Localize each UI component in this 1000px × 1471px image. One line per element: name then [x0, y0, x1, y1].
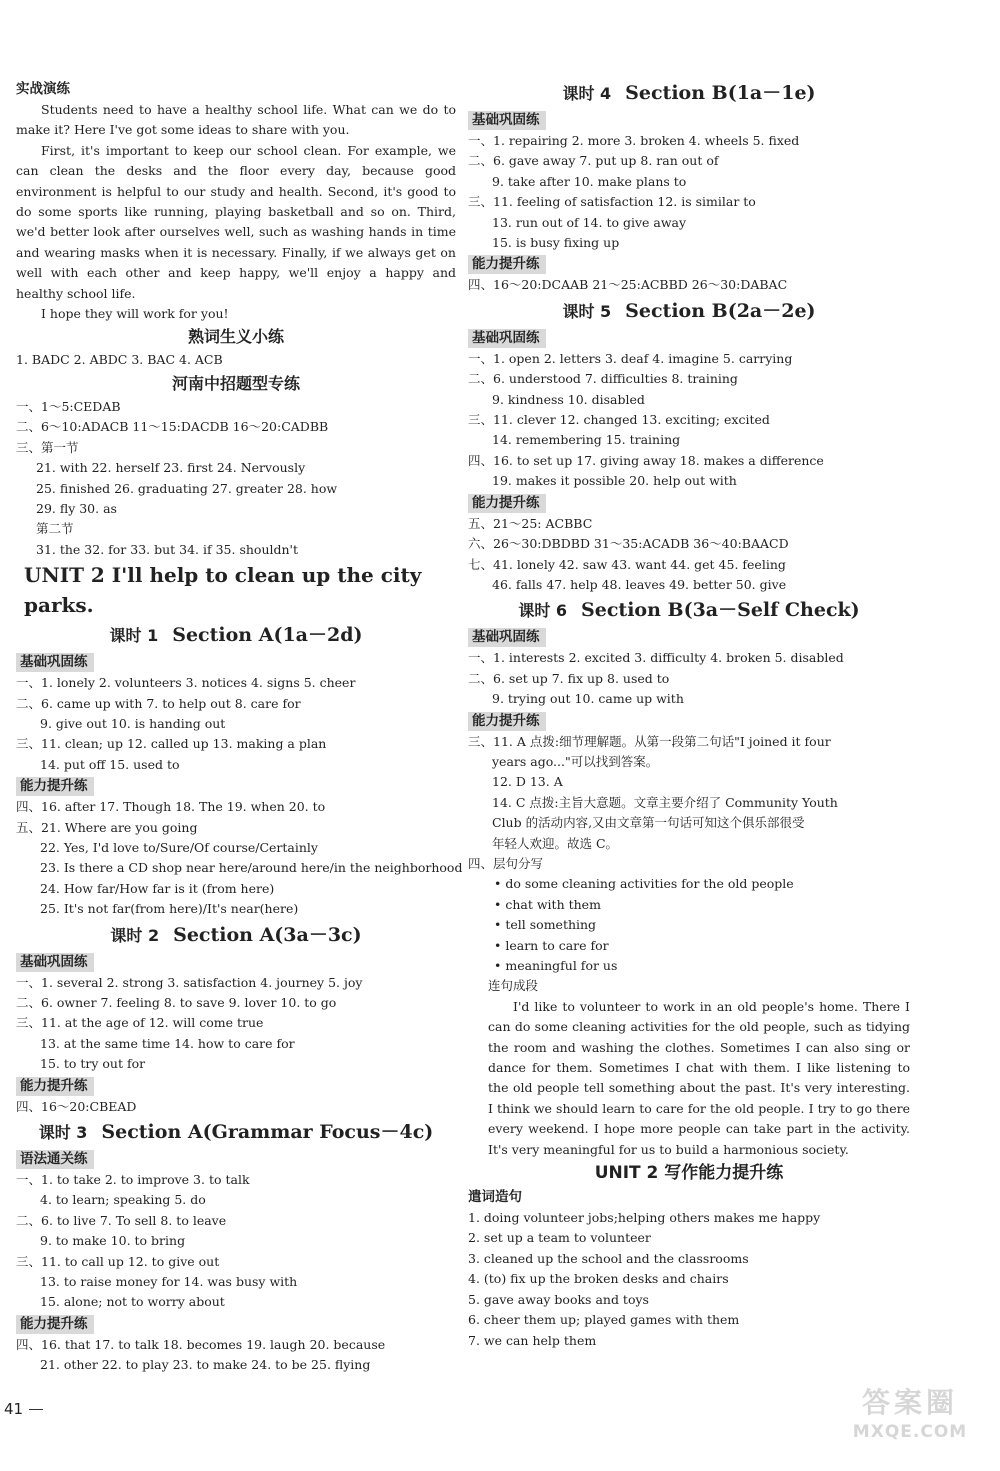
answer-line: 5. gave away books and toys: [468, 1291, 649, 1307]
answer-line: 三、11. A 点拨:细节理解题。从第一段第二句话"I joined it four: [468, 733, 831, 749]
writing-section-title: UNIT 2 写作能力提升练: [594, 1163, 784, 1184]
answer-line: 一、1. repairing 2. more 3. broken 4. wheels 5. fixed: [468, 133, 800, 148]
bullet-item: [468, 915, 910, 935]
essay-paragraph: Students need to have a healthy school life. What can we do to make it? Here I've got some ideas to share with you.: [16, 102, 456, 138]
answer-line: 四、16. after 17. Though 18. The 19. when 20. to: [16, 799, 326, 815]
answer-line: 七、41. lonely 42. saw 43. want 44. get 45. feeling: [468, 556, 786, 572]
answer-line: 13. to raise money for 14. was busy with: [40, 1274, 298, 1290]
bullet-item: [468, 874, 910, 894]
bullet-item: [468, 956, 910, 976]
answer-line: 14. C 点拨:主旨大意题。文章主要介绍了 Community Youth: [492, 794, 838, 810]
answer-line: 一、1. interests 2. excited 3. difficulty 4. broken 5. disabled: [468, 650, 844, 666]
answer-line: 15. alone; not to worry about: [40, 1294, 225, 1310]
answer-line: 四、16. that 17. to talk 18. becomes 19. laugh 20. because: [16, 1336, 386, 1352]
sample-paragraph: I'd like to volunteer to work in an old people's home. There I can do some cleaning activities for the old people, such as tidying the room and washing the clothes. Sometimes I can also sing or dance for them. Sometimes I chat with them. I like listening to the old people tell something about the past. It's very interesting. I think we should learn to care for the old people. I try to go there every weekend. I hope more people can take part in the activity. It's very meaningful for us to build a harmonious society.: [488, 998, 910, 1157]
answer-line: 四、16～20:CBEAD: [16, 1098, 137, 1114]
answer-line: 三、第一节: [16, 439, 79, 455]
answer-line: 4. (to) fix up the broken desks and chairs: [468, 1271, 729, 1287]
henan-section-title: 河南中招题型专练: [171, 373, 300, 393]
answer-line: 25. It's not far(from here)/It's near(here): [40, 901, 299, 917]
bullet-icon: •: [494, 896, 506, 912]
bullet-text: learn to care for: [505, 937, 609, 953]
lesson-section: Section A(Grammar Focus－4c): [101, 1121, 434, 1144]
watermark: [830, 1385, 990, 1443]
section-label: 能力提升练: [16, 777, 94, 796]
answer-line: 19. makes it possible 20. help out with: [492, 473, 737, 489]
lesson-number: 课时 2: [110, 925, 160, 945]
answer-line: 9. kindness 10. disabled: [492, 391, 645, 407]
layer-writing-label: 四、层句分写: [468, 855, 544, 871]
subsection-label: 第二节: [36, 521, 74, 537]
lesson-section: Section B(3a－Self Check): [581, 599, 860, 622]
section-label: 基础巩固练: [16, 953, 94, 972]
section-label: 基础巩固练: [468, 628, 546, 647]
section-label: 基础巩固练: [468, 329, 546, 348]
answer-line: 四、16. to set up 17. giving away 18. makes a difference: [468, 452, 824, 468]
answer-line: 23. Is there a CD shop near here/around here/in the neighborhood: [40, 860, 463, 876]
lesson-number: 课时 3: [38, 1123, 88, 1143]
bullet-text: chat with them: [505, 896, 601, 912]
section-label: 语法通关练: [16, 1150, 94, 1169]
lesson-title: [16, 1117, 456, 1148]
answer-line: 46. falls 47. help 48. leaves 49. better 50. give: [492, 576, 787, 592]
answer-line: 15. is busy fixing up: [492, 235, 620, 251]
answer-line: 三、11. to call up 12. to give out: [16, 1253, 220, 1269]
answer-line: 14. put off 15. used to: [40, 756, 180, 772]
answer-line: 五、21. Where are you going: [16, 819, 198, 835]
right-column: [468, 78, 910, 1351]
unit-title: UNIT 2 I'll help to clean up the city parks.: [24, 563, 422, 618]
section-label: 能力提升练: [468, 712, 546, 731]
answer-line: 4. to learn; speaking 5. do: [40, 1192, 206, 1208]
answer-line: 年轻人欢迎。故选 C。: [492, 835, 619, 851]
answer-line: 9. to make 10. to bring: [40, 1233, 186, 1249]
lesson-section: Section B(1a－1e): [625, 82, 816, 104]
answer-line: years ago..."可以找到答案。: [492, 753, 659, 769]
answer-line: 12. D 13. A: [492, 774, 563, 790]
lesson-title: [468, 595, 910, 626]
watermark-logo: 答案圈: [861, 1386, 958, 1419]
answer-line: 二、6. to live 7. To sell 8. to leave: [16, 1212, 227, 1228]
answer-line: 六、26～30:DBDBD 31～35:ACADB 36～40:BAACD: [468, 536, 789, 552]
answer-line: 25. finished 26. graduating 27. greater 28. how: [36, 480, 338, 496]
answer-line: 6. cheer them up; played games with them: [468, 1312, 740, 1328]
lesson-title: [16, 620, 456, 651]
answer-line: 二、6. understood 7. difficulties 8. training: [468, 371, 738, 387]
lesson-number: 课时 1: [109, 626, 159, 646]
answer-line: 一、1. open 2. letters 3. deaf 4. imagine 5. carrying: [468, 350, 793, 366]
section-label: 基础巩固练: [16, 653, 94, 672]
lesson-number: 课时 5: [562, 301, 612, 321]
section-label: 能力提升练: [16, 1077, 94, 1096]
answer-line: 五、21～25: ACBBC: [468, 515, 593, 531]
bullet-icon: •: [494, 937, 506, 953]
practice-heading: 实战演练: [16, 81, 70, 97]
essay-paragraph: First, it's important to keep our school clean. For example, we can clean the desks and the floor every day, because good environment is helpful to our study and health. Second, it's good to do some sports like running, playing basketball and so on. Third, we'd better look after ourselves well, such as washing hands in time and wearing masks when it is necessary. Finally, if we always get on well with each other and keep happy, we'll enjoy a happy and healthy school life.: [16, 142, 456, 301]
answer-line: 9. give out 10. is handing out: [40, 715, 226, 731]
section-label: 能力提升练: [468, 255, 546, 274]
answer-line: 9. take after 10. make plans to: [492, 173, 687, 189]
answer-line: 3. cleaned up the school and the classrooms: [468, 1250, 749, 1266]
lesson-section: Section B(2a－2e): [625, 299, 816, 322]
vocab-section-title: 熟词生义小练: [187, 327, 284, 347]
answer-line: 2. set up a team to volunteer: [468, 1230, 651, 1246]
answer-line: 15. to try out for: [40, 1056, 146, 1072]
answer-line: 三、11. feeling of satisfaction 12. is similar to: [468, 194, 756, 210]
answer-line: 13. run out of 14. to give away: [492, 214, 687, 230]
answer-line: 1. doing volunteer jobs;helping others makes me happy: [468, 1210, 821, 1226]
bullet-icon: •: [494, 876, 506, 892]
answer-line: 三、11. at the age of 12. will come true: [16, 1015, 264, 1031]
answer-line: 二、6. came up with 7. to help out 8. care for: [16, 695, 301, 711]
answer-line: Club 的活动内容,又由文章第一句话可知这个俱乐部很受: [492, 815, 805, 831]
answer-line: 四、16～20:DCAAB 21～25:ACBBD 26～30:DABAC: [468, 277, 788, 293]
answer-line: 13. at the same time 14. how to care for: [40, 1035, 295, 1051]
section-label: 能力提升练: [468, 494, 546, 513]
bullet-icon: •: [494, 958, 506, 973]
paragraph-label: 连句成段: [488, 978, 539, 994]
bullet-text: tell something: [505, 917, 597, 933]
lesson-number: 课时 4: [562, 84, 612, 103]
lesson-section: Section A(1a－2d): [172, 624, 363, 647]
answer-line: 三、11. clever 12. changed 13. exciting; excited: [468, 412, 770, 428]
lesson-title: [468, 78, 910, 109]
page-number: 41: [4, 1400, 43, 1418]
answer-line: 7. we can help them: [468, 1332, 597, 1348]
answer-line: 一、1. lonely 2. volunteers 3. notices 4. signs 5. cheer: [16, 675, 356, 691]
lesson-title: [16, 920, 456, 951]
answer-line: 24. How far/How far is it (from here): [40, 880, 275, 896]
answer-line: 二、6. set up 7. fix up 8. used to: [468, 670, 670, 686]
answer-line: 三、11. clean; up 12. called up 13. making a plan: [16, 736, 327, 752]
sentence-label: 遣词造句: [468, 1189, 522, 1206]
answer-line: 21. with 22. herself 23. first 24. Nervously: [36, 460, 306, 476]
answer-line: 二、6. owner 7. feeling 8. to save 9. lover 10. to go: [16, 995, 337, 1010]
answer-line: 一、1. to take 2. to improve 3. to talk: [16, 1172, 250, 1188]
vocab-answers: 1. BADC 2. ABDC 3. BAC 4. ACB: [16, 352, 223, 368]
answer-line: 二、6～10:ADACB 11～15:DACDB 16～20:CADBB: [16, 419, 329, 435]
lesson-section: Section A(3a－3c): [173, 923, 362, 946]
section-label: 能力提升练: [16, 1315, 94, 1334]
lesson-title: [468, 296, 910, 327]
bullet-item: [468, 936, 910, 956]
answer-line: 一、1～5:CEDAB: [16, 398, 121, 414]
answer-line: 31. the 32. for 33. but 34. if 35. shouldn't: [36, 541, 299, 557]
answer-line: 二、6. gave away 7. put up 8. ran out of: [468, 153, 719, 169]
left-column: [16, 78, 463, 1376]
watermark-url: MXQE.COM: [852, 1422, 968, 1442]
answer-line: 22. Yes, I'd love to/Sure/Of course/Certainly: [40, 839, 318, 855]
answer-line: 一、1. several 2. strong 3. satisfaction 4. journey 5. joy: [16, 974, 363, 990]
essay-paragraph: I hope they will work for you!: [41, 306, 229, 322]
bullet-icon: •: [494, 917, 506, 933]
answer-line: 21. other 22. to play 23. to make 24. to be 25. flying: [40, 1357, 371, 1373]
bullet-item: [468, 895, 910, 915]
bullet-text: do some cleaning activities for the old people: [505, 876, 794, 892]
answer-line: 9. trying out 10. came up with: [492, 691, 684, 707]
lesson-number: 课时 6: [518, 601, 568, 621]
section-label: 基础巩固练: [468, 111, 546, 130]
bullet-text: meaningful for us: [505, 958, 618, 973]
answer-line: 14. remembering 15. training: [492, 432, 681, 448]
answer-line: 29. fly 30. as: [36, 500, 117, 516]
